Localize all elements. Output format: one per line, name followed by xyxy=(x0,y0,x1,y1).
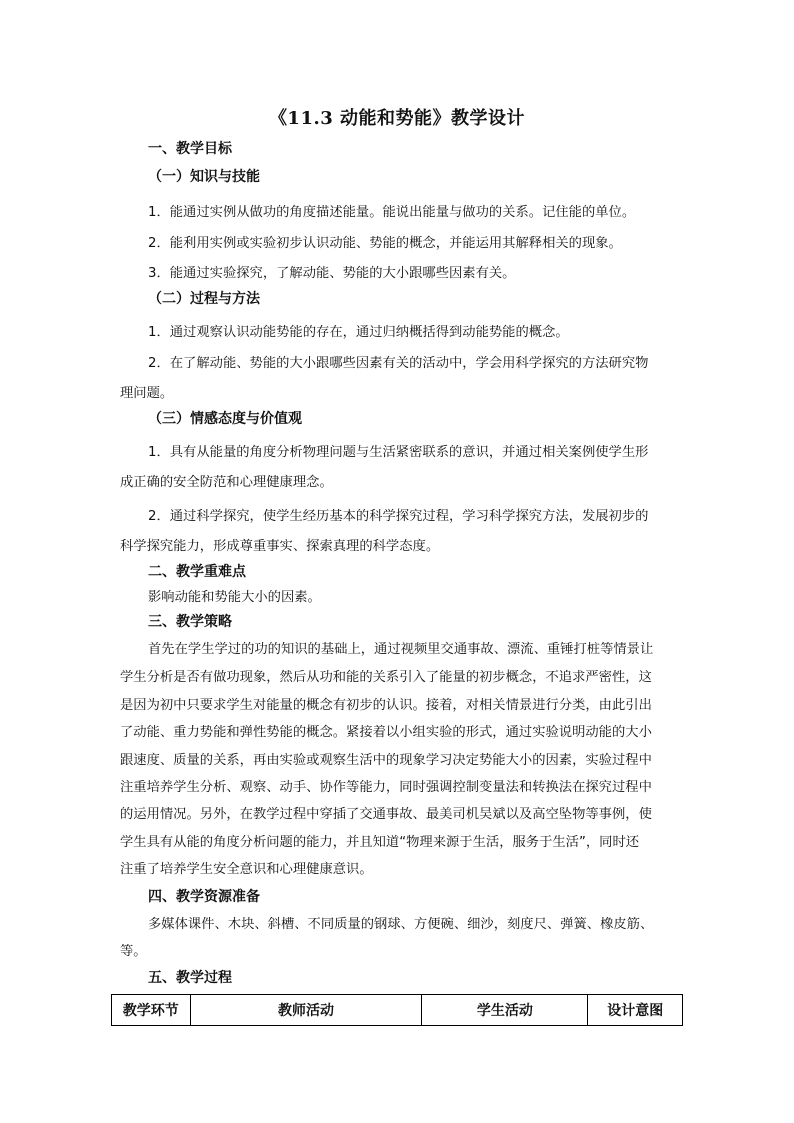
resources-line-1: 多媒体课件、木块、斜槽、不同质量的钢球、方便碗、细沙，刻度尺、弹簧、橡皮筋、 xyxy=(148,917,654,932)
attitude-item-1-line-1: 1．具有从能量的角度分析物理问题与生活紧密联系的意识，并通过相关案例使学生形 xyxy=(148,445,649,460)
strategy-line: 的运用情况。另外，在教学过程中穿插了交通事故、最美司机吴斌以及高空坠物等事例，使 xyxy=(120,807,652,822)
subsection-heading-process: （二）过程与方法 xyxy=(148,291,260,307)
knowledge-item-3: 3．能通过实验探究，了解动能、势能的大小跟哪些因素有关。 xyxy=(148,266,516,281)
section-heading-strategy: 三、教学策略 xyxy=(148,614,232,630)
section-heading-objectives: 一、教学目标 xyxy=(148,141,232,157)
table-header-cell: 教师活动 xyxy=(190,995,422,1026)
strategy-line: 了动能、重力势能和弹性势能的概念。紧接着以小组实验的形式，通过实验说明动能的大小 xyxy=(120,725,652,740)
process-item-1: 1．通过观察认识动能势能的存在，通过归纳概括得到动能势能的概念。 xyxy=(148,325,569,340)
process-item-2-line-2: 理问题。 xyxy=(120,386,174,401)
page-title: 《11.3 动能和势能》教学设计 xyxy=(268,108,526,129)
strategy-line: 是因为初中只要求学生对能量的概念有初步的认识。接着，对相关情景进行分类，由此引出 xyxy=(120,698,652,713)
strategy-line: 学生具有从能的角度分析问题的能力，并且知道“物理来源于生活，服务于生活”，同时还 xyxy=(120,835,640,850)
strategy-line: 学生分析是否有做功现象，然后从功和能的关系引入了能量的初步概念，不追求严密性，这 xyxy=(120,670,652,685)
subsection-heading-knowledge: （一）知识与技能 xyxy=(148,169,260,185)
strategy-line: 注重培养学生分析、观察、动手、协作等能力，同时强调控制变量法和转换法在探究过程中 xyxy=(120,780,652,795)
table-header-cell: 教学环节 xyxy=(112,995,191,1026)
attitude-item-2-line-1: 2．通过科学探究，使学生经历基本的科学探究过程，学习科学探究方法，发展初步的 xyxy=(148,509,649,524)
table-header-row xyxy=(112,995,683,1026)
knowledge-item-1: 1．能通过实例从做功的角度描述能量。能说出能量与做功的关系。记住能的单位。 xyxy=(148,205,636,220)
process-item-2-line-1: 2．在了解动能、势能的大小跟哪些因素有关的活动中，学会用科学探究的方法研究物 xyxy=(148,356,649,371)
strategy-line: 注重了培养学生安全意识和心理健康意识。 xyxy=(120,862,373,877)
section-heading-teaching-process: 五、教学过程 xyxy=(148,970,232,986)
table-header-cell: 学生活动 xyxy=(422,995,588,1026)
attitude-item-1-line-2: 成正确的安全防范和心理健康理念。 xyxy=(120,475,333,490)
resources-line-2: 等。 xyxy=(120,944,147,959)
strategy-line: 首先在学生学过的功的知识的基础上，通过视频里交通事故、漂流、重锤打桩等情景让 xyxy=(148,642,654,657)
key-points-text: 影响动能和势能大小的因素。 xyxy=(148,590,321,605)
knowledge-item-2: 2．能利用实例或实验初步认识动能、势能的概念，并能运用其解释相关的现象。 xyxy=(148,236,622,251)
subsection-heading-attitude: （三）情感态度与价值观 xyxy=(148,411,302,427)
teaching-process-table xyxy=(111,994,683,1026)
section-heading-resources: 四、教学资源准备 xyxy=(148,889,260,905)
strategy-line: 跟速度、质量的关系，再由实验或观察生活中的现象学习决定势能大小的因素，实验过程中 xyxy=(120,753,652,768)
table-header-cell: 设计意图 xyxy=(588,995,683,1026)
attitude-item-2-line-2: 科学探究能力，形成尊重事实、探索真理的科学态度。 xyxy=(120,539,440,554)
section-heading-key-points: 二、教学重难点 xyxy=(148,564,246,580)
